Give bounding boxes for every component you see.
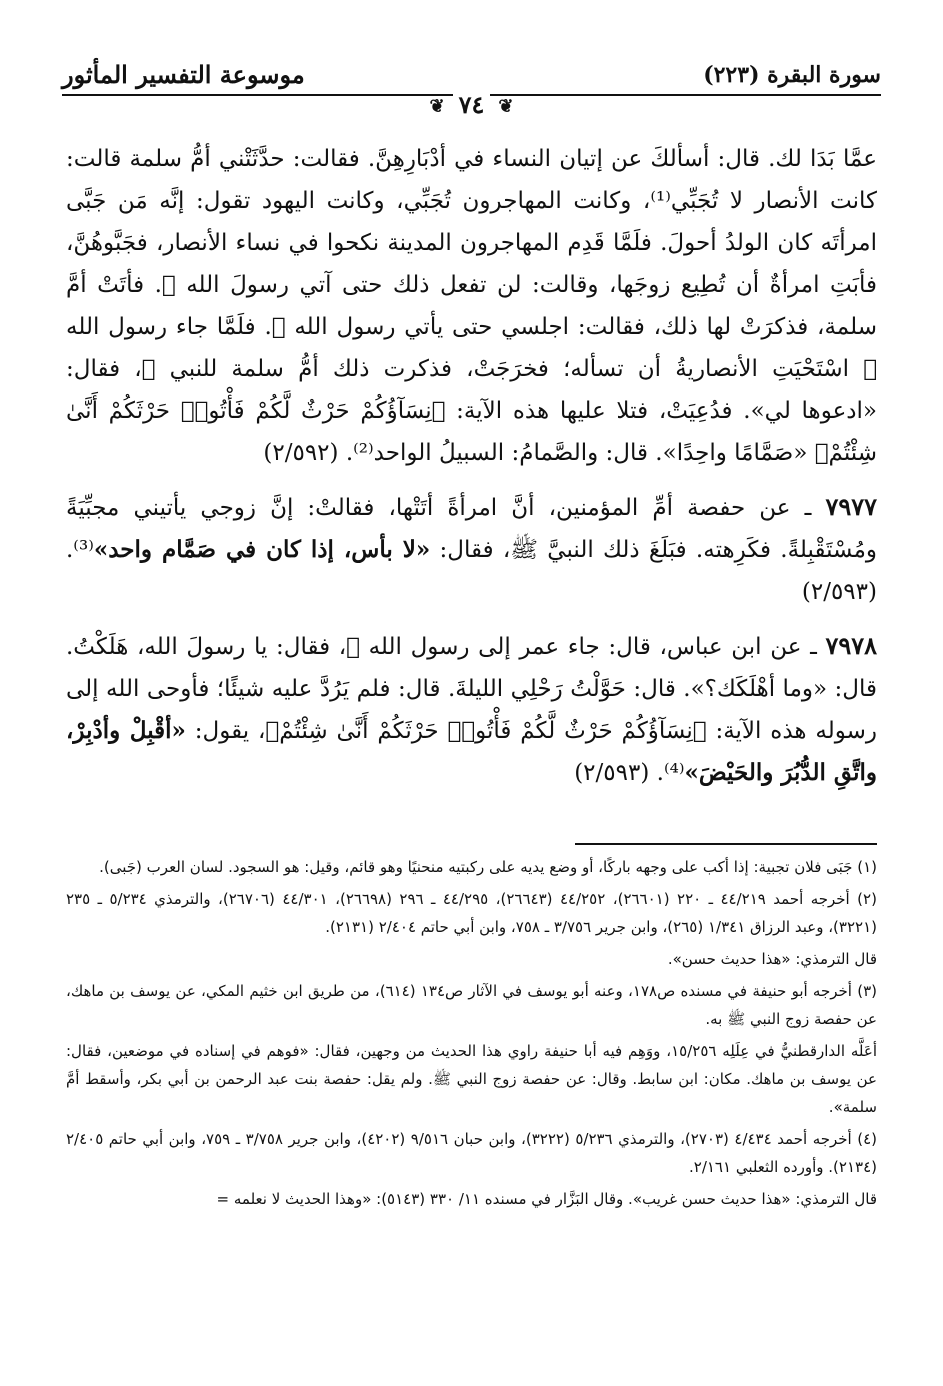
ornament-icon: ❦ — [429, 95, 445, 117]
footnote: قال الترمذي: «هذا حديث حسن». — [667, 950, 877, 968]
footnote: (٢) أخرجه أحمد ٤٤/٢١٩ ـ ٢٢٠ (٢٦٦٠١)، ٤٤/٢٥٢ (٢٦٦٤٣)، ٤٤/٢٩٥ ـ ٢٩٦ (٢٦٦٩٨)، ٤٤/٣٠١ (٢٦٧٠٦)، والترمذي ٥/٢٣٤ ـ ٢٣٥ (٣٢٢١)، وعبد الرزاق ١/٣٤١ (٢٦٥)، وابن جرير ٣/٧٥٦ ـ ٧٥٨، وابن أبي حاتم ٢/٤٠٤ (٢١٣١). — [66, 890, 877, 936]
hadith-text: ـ عن حفصة أمِّ المؤمنين، أنَّ امرأةً أتَتْها، فقالتْ: إنَّ زوجي يأتيني مجبِّيَةً ومُسْتَقْبِلةً. فكَرِهته. فبَلَغَ ذلك النبيَّ ﷺ، فقال: — [66, 495, 878, 563]
hadith-reference: ⁽³⁾. (٢/٥٩٣) — [66, 537, 877, 605]
paragraph-intro — [66, 138, 877, 474]
footnote: (١) جَبَى فلان تجبية: إذا أكب على وجهه باركًا، أو وضع يديه على ركبتيه منحنيًا وهو قائم، وقيل: هو السجود. لسان العرب (جَبى). — [99, 858, 877, 876]
hadith-text: ـ عن ابن عباس، قال: جاء عمر إلى رسول الله ﷺ، فقال: يا رسولَ الله، هَلَكْتُ. قال: «وما أهْلَكَك؟». قال: حَوَّلْتُ رَحْلِي الليلةَ. قال: فلم يَرُدَّ عليه شيئًا؛ فأوحى الله إلى رسوله هذه الآية: ﴿نِسَآؤُكُمْ حَرْثٌ لَّكُمْ فَأْتُوا۟ حَرْثَكُمْ أَنَّىٰ شِئْتُمْ﴾، يقول: — [66, 634, 877, 744]
hadith-7978 — [66, 625, 877, 794]
footnotes — [66, 853, 877, 1217]
footnote: أعَلَّه الدارقطنيُّ في عِلَلِه ١٥/٢٥٦، ووَهِم فيه أبا حنيفة راوي هذا الحديث من وجهين، فقال: «فوهم في إسناده في موضعين، فقال: عن يوسف بن ماهك. مكان: ابن سابط. وقال: عن حفصة زوج النبي ﷺ. ولم يقل: حفصة بنت عبد الرحمن بن أبي بكر، وأسقط أمَّ سلمة». — [66, 1042, 877, 1116]
page-number: ٧٤ — [453, 90, 491, 120]
hadith-reference: ⁽⁴⁾. (٢/٥٩٣) — [574, 760, 685, 786]
hadith-7977 — [66, 486, 877, 613]
ornament-icon: ❦ — [498, 95, 514, 117]
page-number-block — [0, 90, 943, 122]
hadith-number: ٧٩٧٧ — [825, 492, 877, 521]
hadith-quote: «لا بأس، إذا كان في صَمَّام واحد» — [93, 536, 431, 563]
footnote: (٣) أخرجه أبو حنيفة في مسنده ص١٧٨، وعنه أبو يوسف في الآثار ص١٣٤ (٦١٤)، من طريق ابن خثيم المكي، عن يوسف بن ماهك، عن حفصة زوج النبي ﷺ به. — [66, 982, 878, 1028]
book-title: موسوعة التفسير المأثور — [62, 60, 305, 89]
footnote: قال الترمذي: «هذا حديث حسن غريب». وقال البَزَّار في مسنده ١١/ ٣٣٠ (٥١٤٣): «وهذا الحديث لا نعلمه = — [216, 1190, 877, 1208]
surah-title: سورة البقرة (٢٢٣) — [703, 62, 881, 88]
footnote: (٤) أخرجه أحمد ٤/٤٣٤ (٢٧٠٣)، والترمذي ٥/٢٣٦ (٣٢٢٢)، وابن حبان ٩/٥١٦ (٤٢٠٢)، وابن جرير ٣/٧٥٨ ـ ٧٥٩، وابن أبي حاتم ٢/٤٠٥ (٢١٣٤). وأورده الثعلبي ٢/١٦١. — [66, 1130, 878, 1176]
paragraph-text: عمَّا بَدَا لك. قال: أسألكَ عن إتيان النساء في أدْبَارِهِنَّ. فقالت: حدَّثَتْني أمُّ سلمة قالت: كانت الأنصار لا تُجَبِّي⁽¹⁾، وكانت المهاجرون تُجَبِّي، وكانت اليهود تقول: إنَّه مَن جَبَّى امرأتَه كان الولدُ أحولَ. فلَمَّا قَدِم المهاجرون المدينة نكحوا في نساء الأنصار، فجَبَّوهُنَّ، فأبَتِ امرأةٌ أن تُطِيع زوجَها، وقالت: لن تفعل ذلك حتى آتي رسولَ الله ﷺ. فأتَتْ أمَّ سلمة، فذكرَتْ لها ذلك، فقالت: اجلسي حتى يأتي رسول الله ﷺ. فلَمَّا جاء رسول الله ﷺ اسْتَحْيَتِ الأنصاريةُ أن تسأله؛ فخرَجَتْ، فذكرت ذلك أمُّ سلمة للنبي ﷺ، فقال: «ادعوها لي». فدُعِيَتْ، فتلا عليها هذه الآية: ﴿نِسَآؤُكُمْ حَرْثٌ لَّكُمْ فَأْتُوا۟ حَرْثَكُمْ أَنَّىٰ شِئْتُمْ﴾ «صَمَّامًا واحِدًا». قال: والصَّمامُ: السبيلُ الواحد⁽²⁾. (٢/٥٩٢) — [66, 146, 877, 466]
footnote-divider — [575, 843, 877, 845]
hadith-number: ٧٩٧٨ — [825, 631, 877, 660]
main-text — [66, 138, 877, 806]
hadith-quote: «أقْبِلْ وأدْبِرْ، واتَّقِ الدُّبُرَ والحَيْضَ» — [66, 717, 877, 786]
